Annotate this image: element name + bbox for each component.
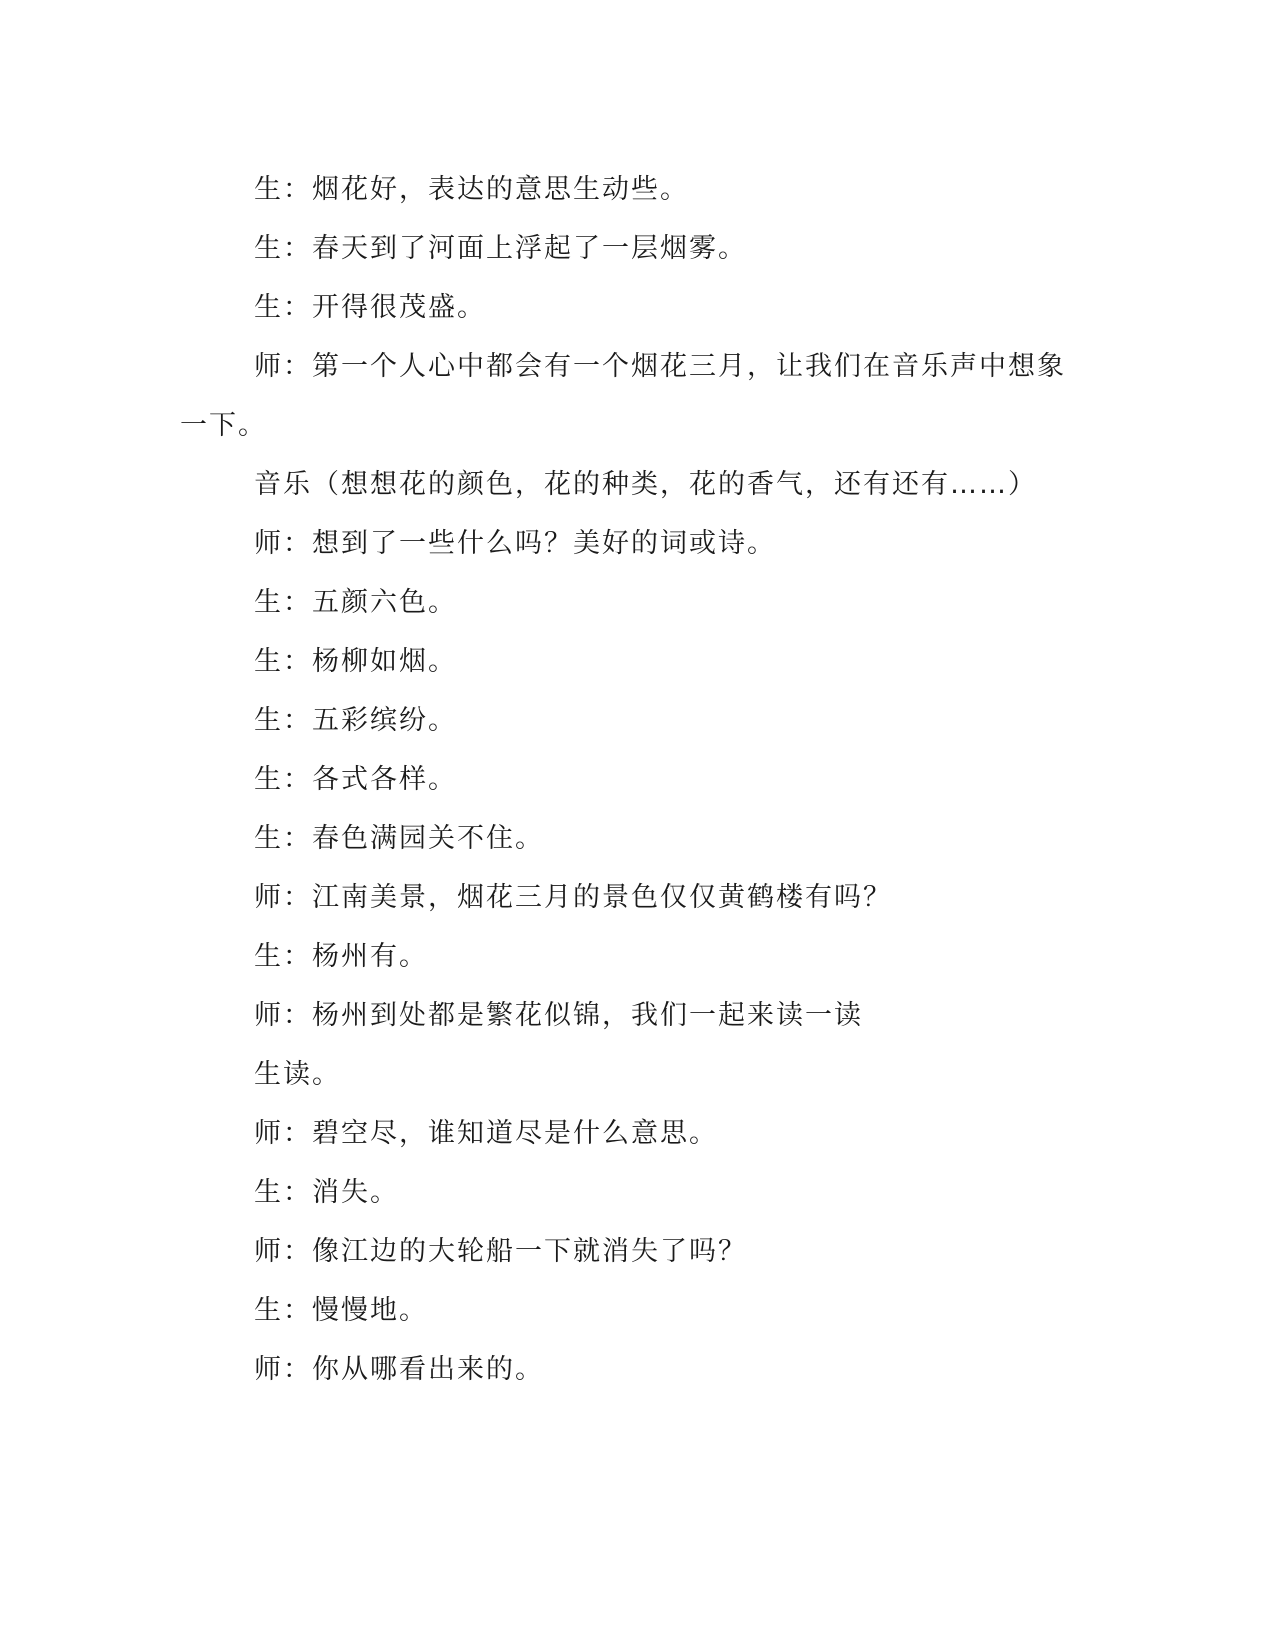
paragraph-line: 师：碧空尽，谁知道尽是什么意思。: [254, 1118, 718, 1149]
paragraph-line: 生：杨州有。: [254, 941, 428, 972]
paragraph-line: 音乐（想想花的颜色，花的种类，花的香气，还有还有……）: [254, 469, 1037, 500]
paragraph-line: 生：五颜六色。: [254, 587, 457, 618]
paragraph-line: 生：杨柳如烟。: [254, 646, 457, 677]
paragraph-line: 师：你从哪看出来的。: [254, 1354, 544, 1385]
paragraph-line: 生：春天到了河面上浮起了一层烟雾。: [254, 233, 747, 264]
paragraph-line: 师：江南美景，烟花三月的景色仅仅黄鹤楼有吗？: [254, 882, 892, 913]
paragraph-line: 生：慢慢地。: [254, 1295, 428, 1326]
document-body: [180, 160, 1100, 1399]
paragraph-line: 生读。: [254, 1059, 341, 1090]
paragraph-line: 生：春色满园关不住。: [254, 823, 544, 854]
paragraph-line: 生：各式各样。: [254, 764, 457, 795]
paragraph-line: 师：想到了一些什么吗？美好的词或诗。: [254, 528, 776, 559]
paragraph-line: 生：烟花好，表达的意思生动些。: [254, 174, 689, 205]
paragraph-line: 师：杨州到处都是繁花似锦，我们一起来读一读: [254, 1000, 863, 1031]
paragraph-line: 师：像江边的大轮船一下就消失了吗？: [254, 1236, 747, 1267]
paragraph-line-continuation: 一下。: [180, 410, 267, 441]
paragraph-line: 生：五彩缤纷。: [254, 705, 457, 736]
paragraph-line: 生：开得很茂盛。: [254, 292, 486, 323]
paragraph-line: 生：消失。: [254, 1177, 399, 1208]
paragraph-line: 师：第一个人心中都会有一个烟花三月，让我们在音乐声中想象: [254, 351, 1066, 382]
